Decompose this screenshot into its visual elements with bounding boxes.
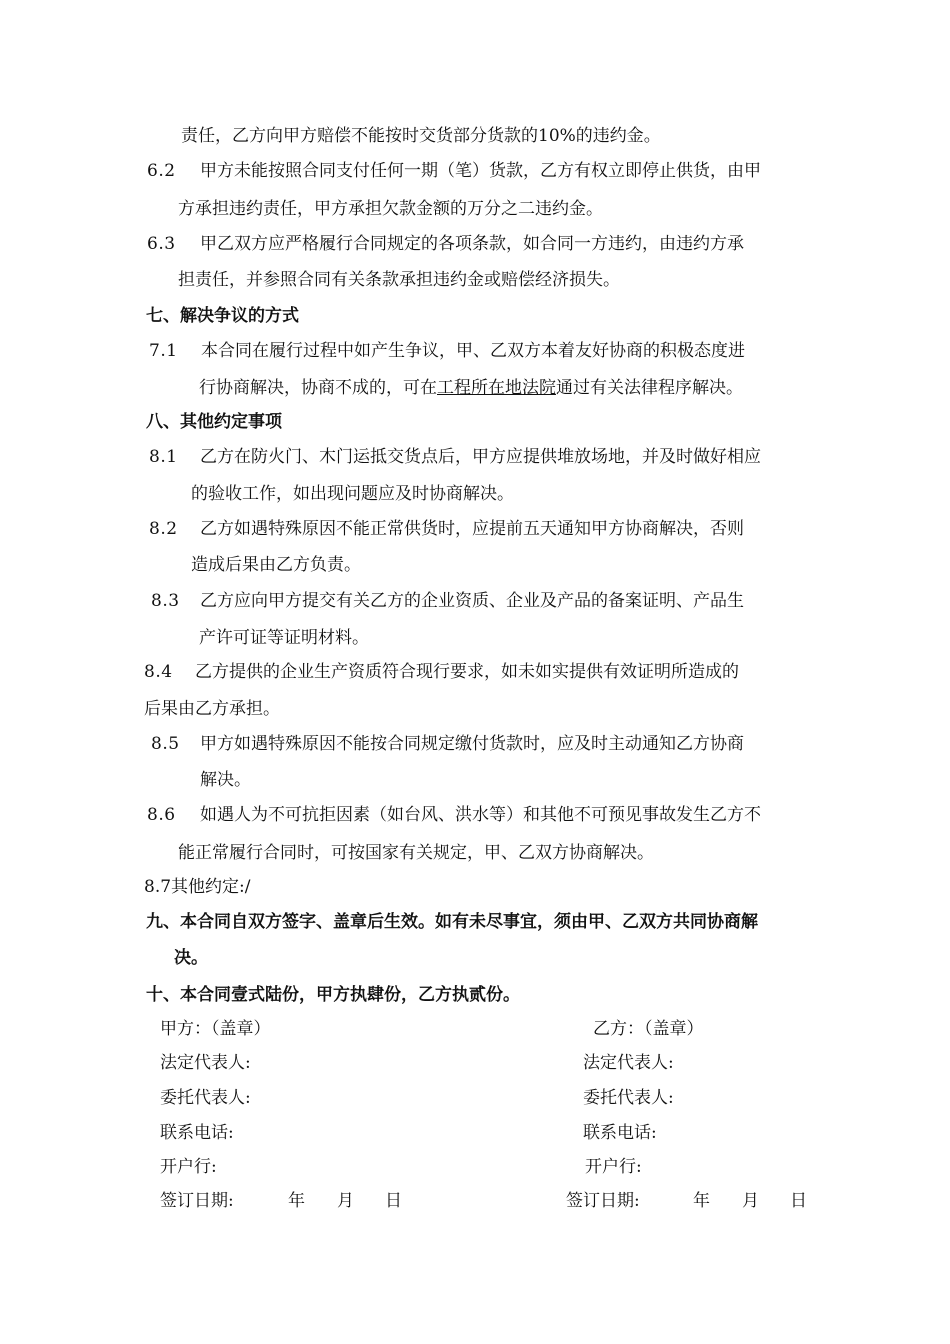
clause-8-5-line-1: 甲方如遇特殊原因不能按合同规定缴付货款时，应及时主动通知乙方协商 — [200, 734, 744, 754]
clause-7-1-number: 7.1 — [149, 341, 178, 361]
clause-8-1-line-2: 的验收工作，如出现问题应及时协商解决。 — [191, 484, 514, 504]
clause-8-3-number: 8.3 — [151, 591, 180, 611]
clause-7-1-line-1: 本合同在履行过程中如产生争议，甲、乙双方本着友好协商的积极态度进 — [201, 341, 745, 361]
clause-8-4-number: 8.4 — [144, 662, 173, 682]
party-b-date-year: 年 — [693, 1191, 710, 1211]
party-b-date-day: 日 — [790, 1191, 807, 1211]
court-location-text: 工程所在地法院 — [437, 378, 556, 398]
party-b-agent: 委托代表人: — [583, 1088, 674, 1108]
clause-6-3-number: 6.3 — [147, 234, 176, 254]
party-a-date-day: 日 — [385, 1191, 402, 1211]
clause-8-2-line-1: 乙方如遇特殊原因不能正常供货时，应提前五天通知甲方协商解决，否则 — [200, 519, 744, 539]
clause-8-7: 8.7其他约定:/ — [144, 877, 251, 897]
party-b-date-month: 月 — [742, 1191, 759, 1211]
party-a-seal: 甲方：（盖章） — [160, 1019, 271, 1039]
clause-7-1-line-2-start: 行协商解决，协商不成的，可在 — [199, 378, 437, 398]
section-7-heading: 七、解决争议的方式 — [146, 306, 299, 326]
clause-8-3-line-2: 产许可证等证明材料。 — [199, 628, 369, 648]
clause-8-6-number: 8.6 — [147, 805, 176, 825]
clause-8-2-number: 8.2 — [149, 519, 178, 539]
clause-8-5-number: 8.5 — [151, 734, 180, 754]
clause-8-4-line-1: 乙方提供的企业生产资质符合现行要求，如未如实提供有效证明所造成的 — [195, 662, 739, 682]
party-a-agent: 委托代表人: — [160, 1088, 251, 1108]
section-10-heading: 十、本合同壹式陆份，甲方执肆份，乙方执贰份。 — [146, 985, 520, 1005]
section-8-heading: 八、其他约定事项 — [146, 412, 282, 432]
party-b-legal-rep: 法定代表人: — [583, 1053, 674, 1073]
clause-6-1-continuation: 责任，乙方向甲方赔偿不能按时交货部分货款的10%的违约金。 — [181, 126, 661, 146]
party-a-legal-rep: 法定代表人: — [160, 1053, 251, 1073]
party-b-phone: 联系电话: — [583, 1123, 657, 1143]
section-9-line-2: 决。 — [174, 948, 208, 968]
clause-6-2-line-2: 方承担违约责任，甲方承担欠款金额的万分之二违约金。 — [178, 199, 603, 219]
clause-8-4-line-2: 后果由乙方承担。 — [144, 699, 280, 719]
party-b-bank: 开户行: — [585, 1157, 642, 1177]
clause-6-3-line-1: 甲乙双方应严格履行合同规定的各项条款，如合同一方违约，由违约方承 — [200, 234, 744, 254]
section-9-line-1: 九、本合同自双方签字、盖章后生效。如有未尽事宜，须由甲、乙双方共同协商解 — [146, 912, 758, 932]
clause-8-3-line-1: 乙方应向甲方提交有关乙方的企业资质、企业及产品的备案证明、产品生 — [200, 591, 744, 611]
clause-7-1-line-2 — [199, 377, 743, 399]
clause-8-6-line-1: 如遇人为不可抗拒因素（如台风、洪水等）和其他不可预见事故发生乙方不 — [200, 805, 761, 825]
clause-8-1-number: 8.1 — [149, 447, 178, 467]
party-b-date-label: 签订日期: — [566, 1191, 640, 1211]
clause-6-3-line-2: 担责任，并参照合同有关条款承担违约金或赔偿经济损失。 — [178, 270, 620, 290]
party-b-seal: 乙方：（盖章） — [593, 1019, 704, 1039]
clause-8-5-line-2: 解决。 — [200, 770, 251, 790]
clause-8-2-line-2: 造成后果由乙方负责。 — [191, 555, 361, 575]
clause-8-6-line-2: 能正常履行合同时，可按国家有关规定，甲、乙双方协商解决。 — [178, 843, 654, 863]
party-a-date-year: 年 — [288, 1191, 305, 1211]
party-a-bank: 开户行: — [160, 1157, 217, 1177]
clause-6-2-number: 6.2 — [147, 161, 176, 181]
clause-6-2-line-1: 甲方未能按照合同支付任何一期（笔）货款，乙方有权立即停止供货，由甲 — [200, 161, 761, 181]
clause-8-1-line-1: 乙方在防火门、木门运抵交货点后，甲方应提供堆放场地，并及时做好相应 — [200, 447, 761, 467]
party-a-date-month: 月 — [337, 1191, 354, 1211]
party-a-phone: 联系电话: — [160, 1123, 234, 1143]
clause-7-1-line-2-end: 通过有关法律程序解决。 — [556, 378, 743, 398]
party-a-date-label: 签订日期: — [160, 1191, 234, 1211]
